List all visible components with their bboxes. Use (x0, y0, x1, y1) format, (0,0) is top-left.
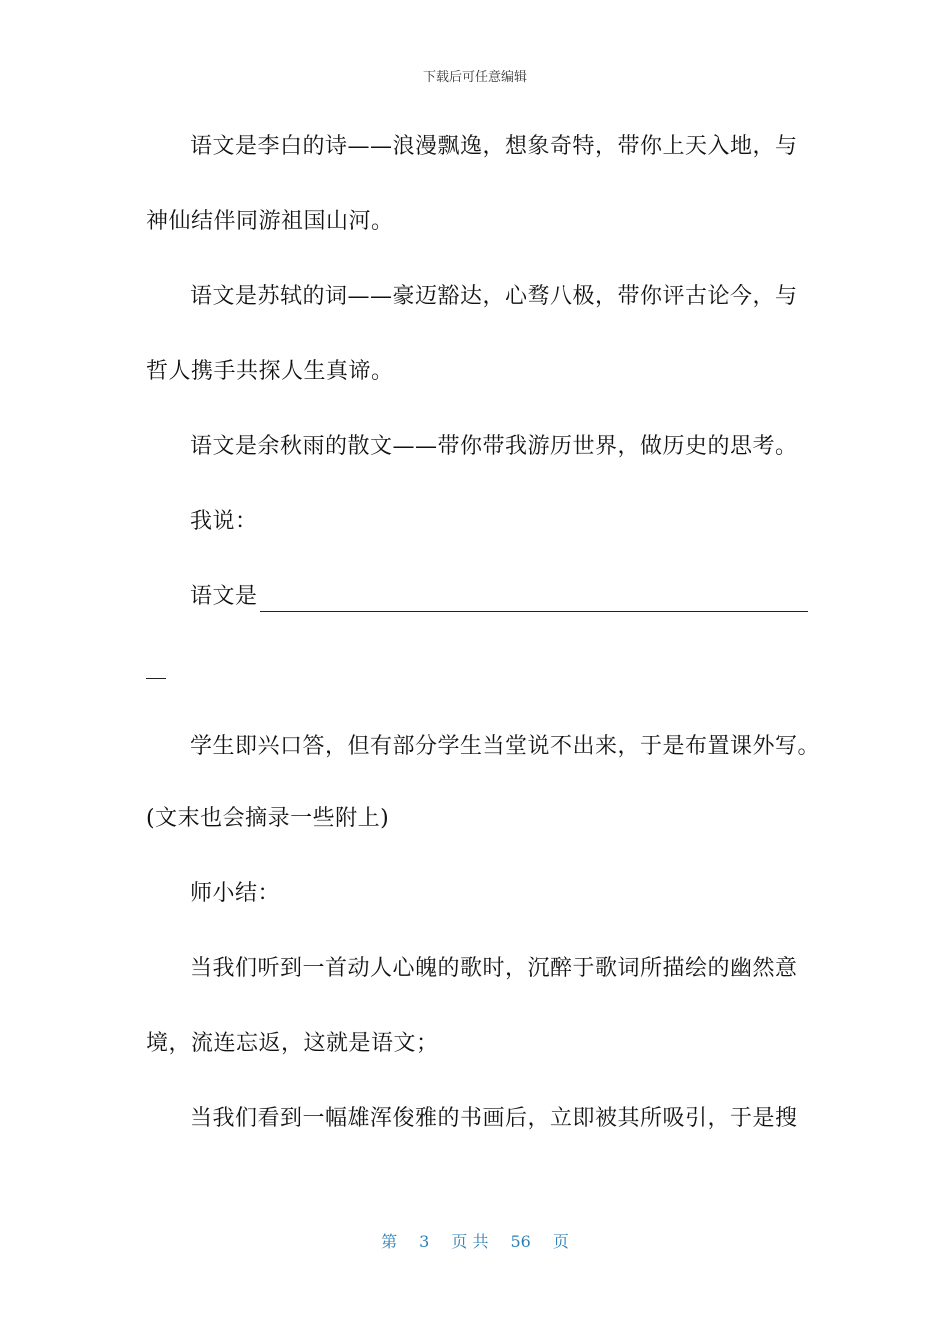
fill-in-prompt: 语文是 (190, 584, 258, 609)
blank-underline-tail (146, 678, 166, 679)
paragraph-line: 语文是余秋雨的散文——带你带我游历世界，做历史的思考。 (190, 434, 798, 459)
paragraph-line: 语文是苏轼的词——豪迈豁达，心骛八极，带你评古论今，与 (190, 284, 798, 309)
paragraph-line: 哲人携手共探人生真谛。 (146, 359, 394, 384)
blank-underline (260, 589, 808, 612)
current-page-number: 3 (419, 1232, 430, 1251)
fill-in-line (190, 582, 808, 612)
page-header: 下载后可任意编辑 (422, 70, 527, 85)
page-footer (0, 1229, 950, 1252)
paragraph-line: (文末也会摘录一些附上) (146, 806, 390, 831)
paragraph-line: 师小结： (190, 881, 281, 906)
footer-label-last: 页 (552, 1232, 569, 1251)
paragraph-line: 语文是李白的诗——浪漫飘逸，想象奇特，带你上天入地，与 (190, 134, 798, 159)
paragraph-line: 我说： (190, 509, 258, 534)
footer-label-first: 第 (381, 1232, 398, 1251)
paragraph-line: 境，流连忘返，这就是语文； (146, 1031, 439, 1056)
paragraph-line: 学生即兴口答，但有部分学生当堂说不出来，于是布置课外写。 (190, 734, 821, 759)
footer-label-middle: 页 共 (451, 1232, 489, 1251)
paragraph-line: 当我们看到一幅雄浑俊雅的书画后，立即被其所吸引，于是搜 (190, 1106, 798, 1131)
paragraph-line: 神仙结伴同游祖国山河。 (146, 209, 394, 234)
paragraph-line: 当我们听到一首动人心魄的歌时，沉醉于歌词所描绘的幽然意 (190, 956, 798, 981)
total-page-number: 56 (510, 1232, 531, 1251)
